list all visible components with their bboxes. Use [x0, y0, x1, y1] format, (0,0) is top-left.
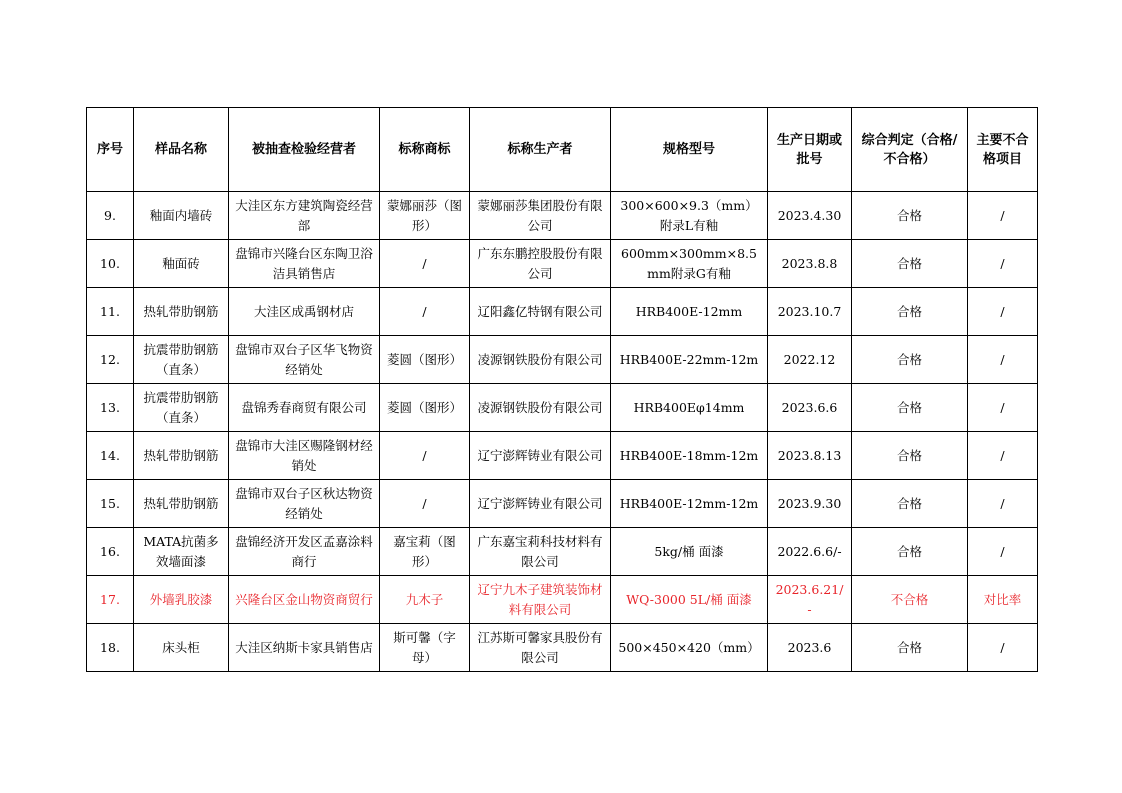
date-cell: 2023.4.30	[768, 192, 852, 240]
fail-item-cell: /	[968, 240, 1038, 288]
row-number-cell: 14.	[87, 432, 134, 480]
date-cell: 2023.8.8	[768, 240, 852, 288]
row-number-cell: 10.	[87, 240, 134, 288]
date-cell: 2023.9.30	[768, 480, 852, 528]
result-cell: 合格	[852, 624, 968, 672]
sample-name-cell: 抗震带肋钢筋（直条）	[134, 384, 229, 432]
date-cell: 2023.6	[768, 624, 852, 672]
fail-item-cell: /	[968, 480, 1038, 528]
col-header-name: 样品名称	[134, 108, 229, 192]
date-cell: 2023.8.13	[768, 432, 852, 480]
spec-cell: 300×600×9.3（mm）附录L有釉	[611, 192, 768, 240]
sample-name-cell: 抗震带肋钢筋（直条）	[134, 336, 229, 384]
sample-name-cell: 床头柜	[134, 624, 229, 672]
spec-cell: 5kg/桶 面漆	[611, 528, 768, 576]
fail-item-cell: /	[968, 384, 1038, 432]
operator-cell: 盘锦经济开发区孟嘉涂料商行	[229, 528, 380, 576]
spec-cell: 600mm×300mm×8.5mm附录G有釉	[611, 240, 768, 288]
producer-cell: 辽阳鑫亿特钢有限公司	[470, 288, 611, 336]
row-number-cell: 9.	[87, 192, 134, 240]
operator-cell: 大洼区成禹钢材店	[229, 288, 380, 336]
date-cell: 2023.10.7	[768, 288, 852, 336]
fail-item-cell: /	[968, 528, 1038, 576]
producer-cell: 凌源钢铁股份有限公司	[470, 336, 611, 384]
row-number-cell: 18.	[87, 624, 134, 672]
operator-cell: 盘锦市兴隆台区东陶卫浴洁具销售店	[229, 240, 380, 288]
producer-cell: 凌源钢铁股份有限公司	[470, 384, 611, 432]
sample-name-cell: 釉面内墙砖	[134, 192, 229, 240]
operator-cell: 盘锦市双台子区秋达物资经销处	[229, 480, 380, 528]
table-row	[87, 432, 1038, 480]
table-row	[87, 384, 1038, 432]
spec-cell: WQ-3000 5L/桶 面漆	[611, 576, 768, 624]
spec-cell: HRB400E-22mm-12m	[611, 336, 768, 384]
brand-cell: /	[380, 480, 470, 528]
brand-cell: 菱圆（图形）	[380, 384, 470, 432]
row-number-cell: 17.	[87, 576, 134, 624]
result-cell: 不合格	[852, 576, 968, 624]
fail-item-cell: 对比率	[968, 576, 1038, 624]
fail-item-cell: /	[968, 336, 1038, 384]
brand-cell: 嘉宝莉（图形）	[380, 528, 470, 576]
brand-cell: /	[380, 288, 470, 336]
result-cell: 合格	[852, 240, 968, 288]
table-row	[87, 576, 1038, 624]
operator-cell: 盘锦市大洼区赐隆钢材经销处	[229, 432, 380, 480]
brand-cell: 斯可馨（字母）	[380, 624, 470, 672]
table-row	[87, 192, 1038, 240]
col-header-date: 生产日期或批号	[768, 108, 852, 192]
header-row	[87, 108, 1038, 192]
sample-name-cell: 热轧带肋钢筋	[134, 288, 229, 336]
producer-cell: 辽宁澎辉铸业有限公司	[470, 432, 611, 480]
producer-cell: 辽宁澎辉铸业有限公司	[470, 480, 611, 528]
fail-item-cell: /	[968, 288, 1038, 336]
fail-item-cell: /	[968, 432, 1038, 480]
brand-cell: /	[380, 432, 470, 480]
sample-name-cell: 釉面砖	[134, 240, 229, 288]
operator-cell: 盘锦秀春商贸有限公司	[229, 384, 380, 432]
operator-cell: 兴隆台区金山物资商贸行	[229, 576, 380, 624]
table-row	[87, 480, 1038, 528]
producer-cell: 蒙娜丽莎集团股份有限公司	[470, 192, 611, 240]
date-cell: 2022.6.6/-	[768, 528, 852, 576]
col-header-spec: 规格型号	[611, 108, 768, 192]
spec-cell: HRB400E-18mm-12m	[611, 432, 768, 480]
col-header-item: 主要不合格项目	[968, 108, 1038, 192]
brand-cell: 蒙娜丽莎（图形）	[380, 192, 470, 240]
col-header-no: 序号	[87, 108, 134, 192]
table-row	[87, 240, 1038, 288]
date-cell: 2023.6.6	[768, 384, 852, 432]
table-row	[87, 624, 1038, 672]
result-cell: 合格	[852, 480, 968, 528]
result-cell: 合格	[852, 528, 968, 576]
result-cell: 合格	[852, 384, 968, 432]
row-number-cell: 13.	[87, 384, 134, 432]
col-header-producer: 标称生产者	[470, 108, 611, 192]
spec-cell: HRB400E-12mm	[611, 288, 768, 336]
fail-item-cell: /	[968, 192, 1038, 240]
date-cell: 2022.12	[768, 336, 852, 384]
col-header-result: 综合判定（合格/不合格）	[852, 108, 968, 192]
table-row	[87, 288, 1038, 336]
spec-cell: HRB400Eφ14mm	[611, 384, 768, 432]
operator-cell: 大洼区纳斯卡家具销售店	[229, 624, 380, 672]
row-number-cell: 12.	[87, 336, 134, 384]
row-number-cell: 11.	[87, 288, 134, 336]
brand-cell: 九木子	[380, 576, 470, 624]
inspection-table	[86, 107, 1038, 672]
sample-name-cell: 热轧带肋钢筋	[134, 480, 229, 528]
result-cell: 合格	[852, 336, 968, 384]
fail-item-cell: /	[968, 624, 1038, 672]
producer-cell: 辽宁九木子建筑装饰材料有限公司	[470, 576, 611, 624]
result-cell: 合格	[852, 288, 968, 336]
spec-cell: HRB400E-12mm-12m	[611, 480, 768, 528]
brand-cell: /	[380, 240, 470, 288]
producer-cell: 江苏斯可馨家具股份有限公司	[470, 624, 611, 672]
producer-cell: 广东嘉宝莉科技材料有限公司	[470, 528, 611, 576]
table-row	[87, 528, 1038, 576]
brand-cell: 菱圆（图形）	[380, 336, 470, 384]
spec-cell: 500×450×420（mm）	[611, 624, 768, 672]
date-cell: 2023.6.21/-	[768, 576, 852, 624]
sample-name-cell: 外墙乳胶漆	[134, 576, 229, 624]
operator-cell: 大洼区东方建筑陶瓷经营部	[229, 192, 380, 240]
table-row	[87, 336, 1038, 384]
col-header-operator: 被抽查检验经营者	[229, 108, 380, 192]
operator-cell: 盘锦市双台子区华飞物资经销处	[229, 336, 380, 384]
result-cell: 合格	[852, 192, 968, 240]
row-number-cell: 15.	[87, 480, 134, 528]
producer-cell: 广东东鹏控股股份有限公司	[470, 240, 611, 288]
col-header-brand: 标称商标	[380, 108, 470, 192]
result-cell: 合格	[852, 432, 968, 480]
sample-name-cell: 热轧带肋钢筋	[134, 432, 229, 480]
sample-name-cell: MATA抗菌多效墙面漆	[134, 528, 229, 576]
row-number-cell: 16.	[87, 528, 134, 576]
